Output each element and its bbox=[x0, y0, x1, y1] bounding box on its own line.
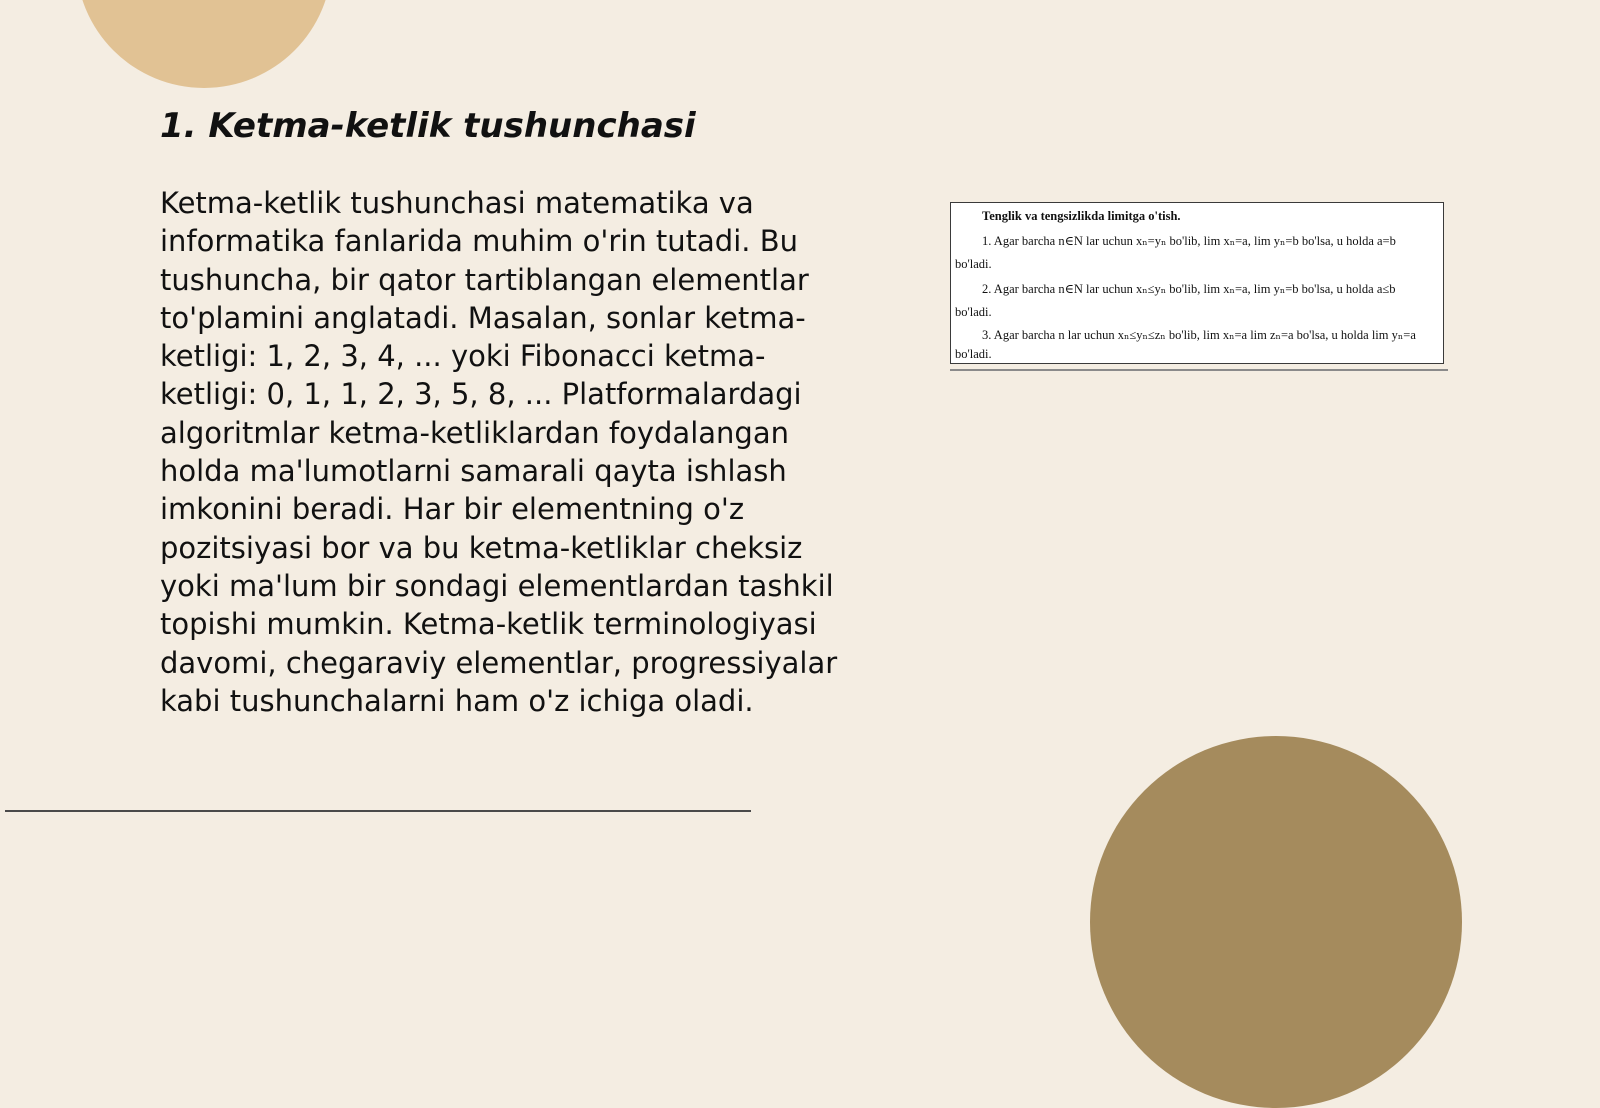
figure-item-2-continuation: bo'ladi. bbox=[955, 305, 992, 319]
math-figure-image bbox=[950, 202, 1444, 364]
decorative-circle-top bbox=[76, 0, 332, 88]
horizontal-divider bbox=[5, 810, 751, 812]
figure-underline bbox=[950, 369, 1448, 371]
figure-item-1: 1. Agar barcha n∈N lar uchun xₙ=yₙ bo'lib, lim xₙ=a, lim yₙ=b bo'lsa, u holda a=b bbox=[982, 234, 1396, 248]
figure-item-2: 2. Agar barcha n∈N lar uchun xₙ≤yₙ bo'lib, lim xₙ=a, lim yₙ=b bo'lsa, u holda a≤b bbox=[982, 282, 1396, 296]
slide-title: 1. Ketma-ketlik tushunchasi bbox=[160, 106, 696, 146]
figure-item-1-continuation: bo'ladi. bbox=[955, 257, 992, 271]
figure-heading: Tenglik va tengsizlikda limitga o'tish. bbox=[982, 209, 1181, 223]
slide-body-text: Ketma-ketlik tushunchasi matematika va informatika fanlarida muhim o'rin tutadi. Bu tushuncha, bir qator tartiblangan elementlar to'plamini anglatadi. Masalan, sonlar ketma-ketligi: 1, 2, 3, 4, ... yoki Fibonacci ketma-ketligi: 0, 1, 1, 2, 3, 5, 8, ... Platformalardagi algoritmlar ketma-ketliklardan foydalangan holda ma'lumotlarni samarali qayta ishlash imkonini beradi. Har bir elementning o'z pozitsiyasi bor va bu ketma-ketliklar cheksiz yoki ma'lum bir sondagi elementlardan tashkil topishi mumkin. Ketma-ketlik terminologiyasi davomi, chegaraviy elementlar, progressiyalar kabi tushunchalarni ham o'z ichiga oladi. bbox=[160, 186, 838, 718]
figure-item-3-continuation: bo'ladi. bbox=[955, 347, 992, 361]
figure-item-3: 3. Agar barcha n lar uchun xₙ≤yₙ≤zₙ bo'lib, lim xₙ=a lim zₙ=a bo'lsa, u holda lim yₙ=a bbox=[982, 328, 1416, 342]
decorative-circle-bottom bbox=[1090, 736, 1462, 1108]
